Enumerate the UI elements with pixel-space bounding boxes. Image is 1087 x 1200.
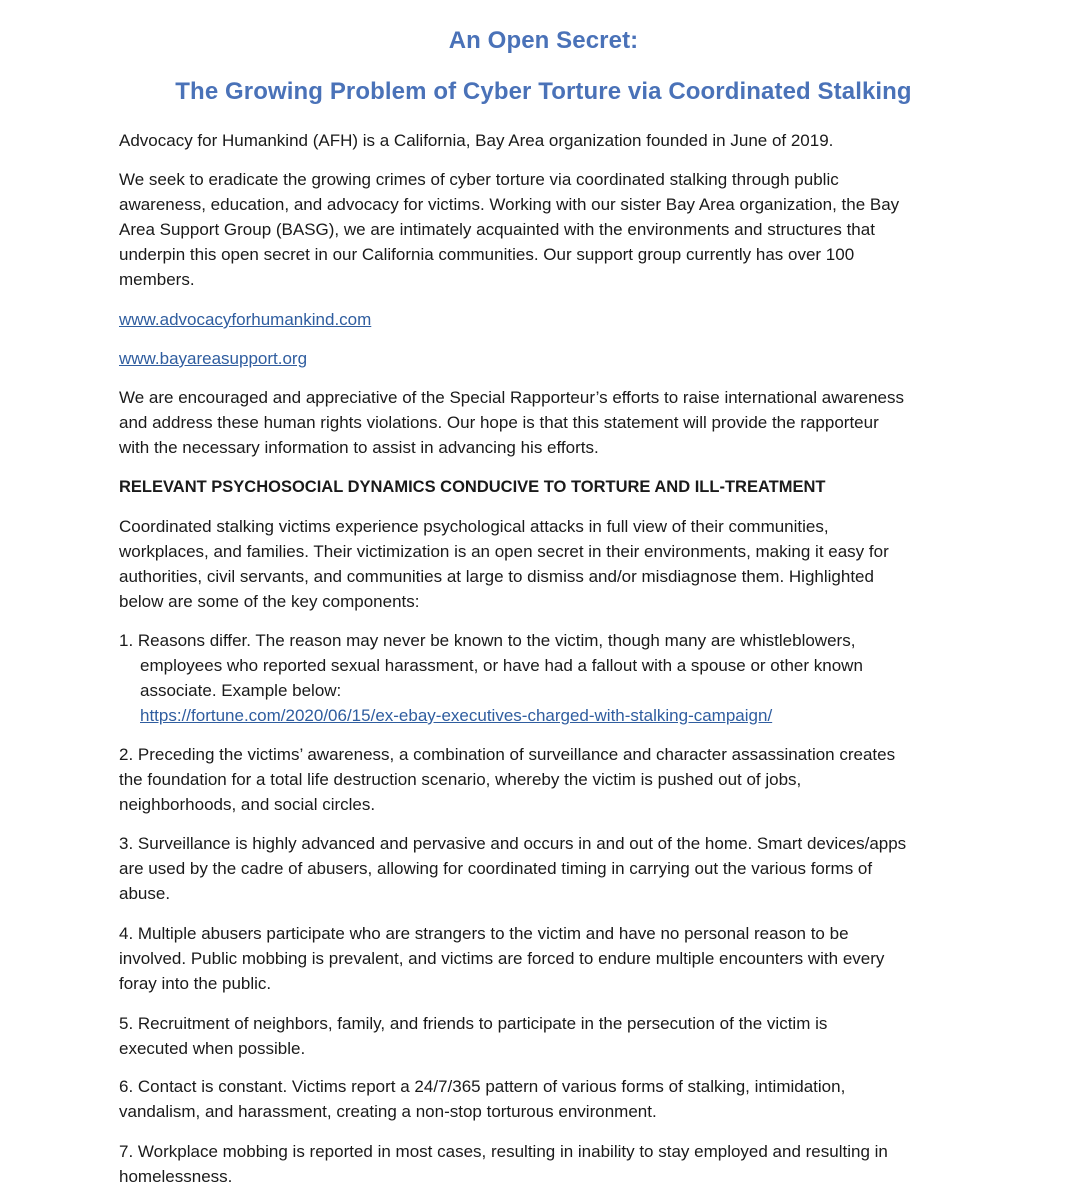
- basg-link-paragraph: [119, 346, 307, 371]
- section-intro-paragraph: [119, 514, 889, 614]
- list-item-line: are used by the cadre of abusers, allowing for coordinated timing in carrying out the various forms of: [119, 859, 873, 878]
- list-item-line: 2. Preceding the victims’ awareness, a combination of surveillance and character assassination creates: [119, 745, 896, 764]
- mission-line: Area Support Group (BASG), we are intimately acquainted with the environments and structures that: [119, 220, 875, 239]
- section-intro-line: Coordinated stalking victims experience psychological attacks in full view of their communities,: [119, 517, 829, 536]
- rapporteur-line: with the necessary information to assist in advancing his efforts.: [119, 438, 599, 457]
- list-item-5: [119, 1011, 827, 1061]
- intro-paragraph: [119, 128, 833, 153]
- list-item-1: [119, 628, 863, 728]
- section-heading: [119, 475, 825, 500]
- rapporteur-line: We are encouraged and appreciative of the Special Rapporteur’s efforts to raise international awareness: [119, 388, 904, 407]
- list-item-line: homelessness.: [119, 1167, 233, 1186]
- section-intro-line: below are some of the key components:: [119, 592, 420, 611]
- afh-website-link[interactable]: www.advocacyforhumankind.com: [119, 310, 372, 329]
- list-item-6: [119, 1074, 845, 1124]
- section-heading-text: RELEVANT PSYCHOSOCIAL DYNAMICS CONDUCIVE TO TORTURE AND ILL-TREATMENT: [119, 478, 826, 496]
- list-item-line: involved. Public mobbing is prevalent, and victims are forced to endure multiple encounters with every: [119, 949, 885, 968]
- list-item-line: employees who reported sexual harassment, or have had a fallout with a spouse or other known: [140, 656, 863, 675]
- list-item-line: 1. Reasons differ. The reason may never be known to the victim, though many are whistleblowers,: [119, 631, 856, 650]
- afh-link-paragraph: [119, 307, 371, 332]
- list-item-line: 3. Surveillance is highly advanced and pervasive and occurs in and out of the home. Smart devices/apps: [119, 834, 907, 853]
- list-item-line: neighborhoods, and social circles.: [119, 795, 376, 814]
- list-item-line: associate. Example below:: [140, 681, 342, 700]
- intro-line: Advocacy for Humankind (AFH) is a California, Bay Area organization founded in June of 2019.: [119, 131, 834, 150]
- title-line-1: An Open Secret:: [448, 27, 639, 54]
- list-item-line: executed when possible.: [119, 1039, 306, 1058]
- title-line-2: The Growing Problem of Cyber Torture via Coordinated Stalking: [175, 78, 912, 105]
- list-item-line: vandalism, and harassment, creating a non-stop torturous environment.: [119, 1102, 657, 1121]
- list-item-line: foray into the public.: [119, 974, 272, 993]
- list-item-7: [119, 1139, 888, 1189]
- mission-line: We seek to eradicate the growing crimes of cyber torture via coordinated stalking through public: [119, 170, 839, 189]
- list-item-line: 7. Workplace mobbing is reported in most cases, resulting in inability to stay employed and resulting in: [119, 1142, 888, 1161]
- section-intro-line: authorities, civil servants, and communities at large to dismiss and/or misdiagnose them. Highlighted: [119, 567, 874, 586]
- mission-paragraph: [119, 167, 899, 292]
- rapporteur-paragraph: [119, 385, 904, 460]
- list-item-line: abuse.: [119, 884, 171, 903]
- list-item-line: 5. Recruitment of neighbors, family, and friends to participate in the persecution of the victim is: [119, 1014, 828, 1033]
- section-intro-line: workplaces, and families. Their victimization is an open secret in their environments, making it easy for: [119, 542, 889, 561]
- basg-website-link[interactable]: www.bayareasupport.org: [119, 349, 308, 368]
- list-item-line: 6. Contact is constant. Victims report a 24/7/365 pattern of various forms of stalking, intimidation,: [119, 1077, 846, 1096]
- list-item-4: [119, 921, 884, 996]
- mission-line: awareness, education, and advocacy for victims. Working with our sister Bay Area organization, the Bay: [119, 195, 900, 214]
- rapporteur-line: and address these human rights violations. Our hope is that this statement will provide the rapporteur: [119, 413, 879, 432]
- mission-line: members.: [119, 270, 195, 289]
- list-item-3: [119, 831, 906, 906]
- mission-line: underpin this open secret in our California communities. Our support group currently has over 100: [119, 245, 855, 264]
- list-item-line: 4. Multiple abusers participate who are strangers to the victim and have no personal reason to be: [119, 924, 849, 943]
- list-item-2: [119, 742, 895, 817]
- fortune-article-link[interactable]: https://fortune.com/2020/06/15/ex-ebay-executives-charged-with-stalking-campaign/: [140, 706, 773, 725]
- list-item-line: the foundation for a total life destruction scenario, whereby the victim is pushed out of jobs,: [119, 770, 802, 789]
